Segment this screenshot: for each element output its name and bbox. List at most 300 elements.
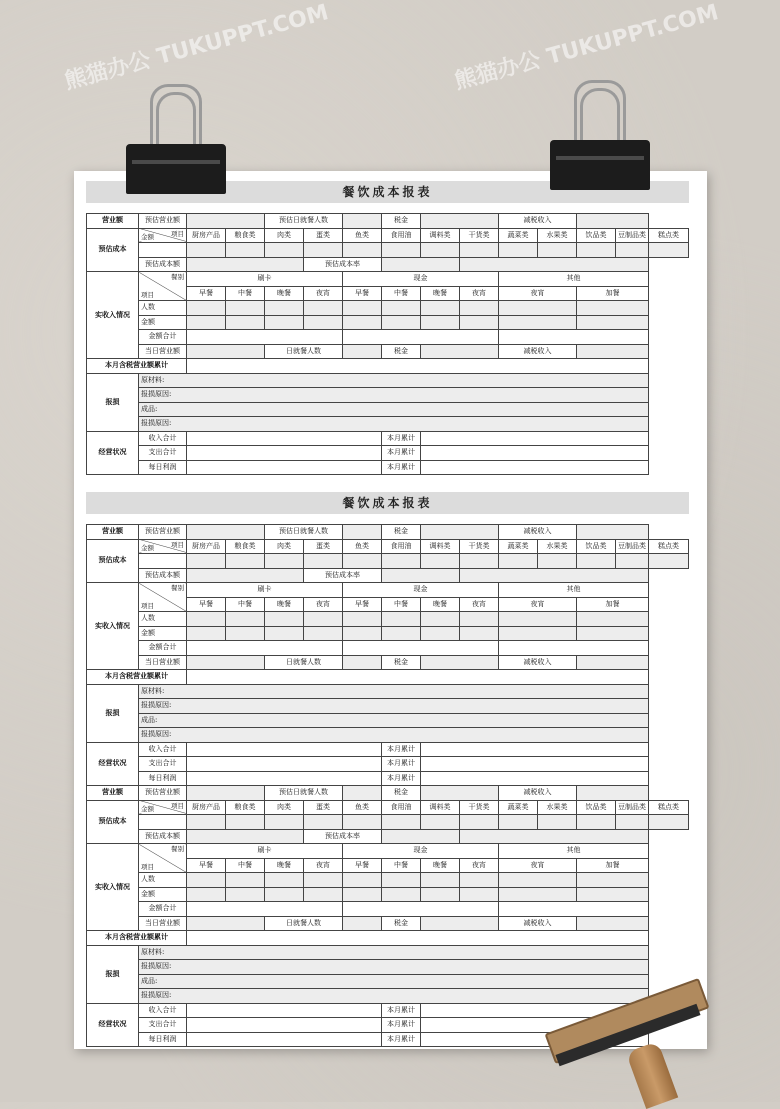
amount-input[interactable]	[499, 626, 577, 641]
month-total-label: 本月累计	[382, 757, 421, 772]
month-total-label: 本月累计	[382, 1003, 421, 1018]
people-input[interactable]	[304, 301, 343, 316]
amount-input[interactable]	[616, 815, 649, 830]
table-row	[87, 315, 689, 330]
amount-input[interactable]	[577, 815, 616, 830]
daily-revenue-label: 当日营业额	[139, 344, 187, 359]
forecast-cost-input[interactable]	[187, 257, 304, 272]
daily-revenue-input[interactable]	[187, 655, 265, 670]
table-row	[87, 902, 689, 917]
category-header: 水果类	[538, 228, 577, 243]
people-input[interactable]	[499, 873, 577, 888]
amount-input[interactable]	[187, 626, 226, 641]
people-input[interactable]	[577, 873, 649, 888]
amount-input[interactable]	[187, 315, 226, 330]
people-input[interactable]	[382, 301, 421, 316]
forecast-diners-input[interactable]	[343, 525, 382, 540]
meal-header: 早餐	[343, 286, 382, 301]
amount-input[interactable]	[421, 243, 460, 258]
amount-input[interactable]	[421, 815, 460, 830]
category-header: 蛋类	[304, 800, 343, 815]
month-total-input[interactable]	[421, 460, 649, 475]
operation-value-input[interactable]	[187, 742, 382, 757]
table-row	[87, 670, 689, 685]
category-header: 豆制品类	[616, 800, 649, 815]
category-header: 食用油	[382, 800, 421, 815]
amount-input[interactable]	[577, 315, 649, 330]
amount-input[interactable]	[343, 554, 382, 569]
amount-input[interactable]	[382, 315, 421, 330]
month-total-label: 本月累计	[382, 1032, 421, 1047]
table-row	[87, 713, 689, 728]
forecast-revenue-input[interactable]	[187, 786, 265, 801]
month-total-input[interactable]	[421, 771, 649, 786]
table-row	[87, 583, 689, 598]
category-header: 肉类	[265, 800, 304, 815]
operation-value-input[interactable]	[187, 771, 382, 786]
category-header: 蔬菜类	[499, 228, 538, 243]
net-income-label: 减税收入	[499, 655, 577, 670]
table-row	[87, 873, 689, 888]
operation-item-label: 每日利润	[139, 1032, 187, 1047]
people-input[interactable]	[226, 301, 265, 316]
meal-header: 加餐	[577, 597, 649, 612]
watermark: 熊猫办公 TUKUPPT.COM	[61, 0, 332, 95]
amount-input[interactable]	[616, 554, 649, 569]
meal-header: 夜宵	[304, 597, 343, 612]
forecast-revenue-label: 预估营业额	[139, 214, 187, 229]
net-income-input[interactable]	[577, 786, 649, 801]
month-total-label: 本月累计	[382, 431, 421, 446]
table-row	[87, 214, 689, 229]
month-total-label: 本月累计	[382, 771, 421, 786]
amount-input[interactable]	[499, 243, 538, 258]
amount-input[interactable]	[460, 626, 499, 641]
people-input[interactable]	[343, 612, 382, 627]
category-header: 豆制品类	[616, 228, 649, 243]
amount-input[interactable]	[538, 243, 577, 258]
forecast-cost-input[interactable]	[187, 568, 304, 583]
meal-header: 加餐	[577, 286, 649, 301]
operation-value-input[interactable]	[187, 431, 382, 446]
amount-total-label: 金额合计	[139, 902, 187, 917]
tax-input[interactable]	[421, 916, 499, 931]
actual-income-label: 实收入情况	[87, 583, 139, 670]
amount-input[interactable]	[538, 815, 577, 830]
people-input[interactable]	[382, 873, 421, 888]
amount-input[interactable]	[499, 815, 538, 830]
table-row	[87, 243, 689, 258]
report-table	[86, 524, 689, 1047]
item-label: 项目	[141, 602, 154, 610]
amount-input[interactable]	[304, 554, 343, 569]
report-title: 餐饮成本报表	[86, 492, 689, 514]
loss-item-field[interactable]: 报损原因:	[139, 699, 649, 714]
meal-header: 夜宵	[499, 858, 577, 873]
net-income-input[interactable]	[577, 344, 649, 359]
people-input[interactable]	[187, 873, 226, 888]
amount-input[interactable]	[343, 243, 382, 258]
amount-input[interactable]	[460, 554, 499, 569]
cash-header: 现金	[343, 272, 499, 287]
meal-header: 加餐	[577, 858, 649, 873]
amount-input[interactable]	[382, 815, 421, 830]
monthly-cumulative-input[interactable]	[187, 670, 649, 685]
amount-input[interactable]	[499, 554, 538, 569]
net-income-input[interactable]	[577, 655, 649, 670]
people-input[interactable]	[304, 612, 343, 627]
operation-value-input[interactable]	[187, 1018, 382, 1033]
amount-total-card[interactable]	[187, 902, 343, 917]
net-income-label: 减税收入	[499, 916, 577, 931]
forecast-diners-label: 预估日就餐人数	[265, 214, 343, 229]
operation-item-label: 每日利润	[139, 771, 187, 786]
amount-input[interactable]	[649, 815, 689, 830]
amount-input[interactable]	[499, 887, 577, 902]
loss-item-field[interactable]: 报损原因:	[139, 417, 649, 432]
loss-item-field[interactable]: 报损原因:	[139, 388, 649, 403]
revenue-label: 营业额	[87, 525, 139, 540]
amount-input[interactable]	[226, 626, 265, 641]
category-header: 干货类	[460, 800, 499, 815]
net-income-label: 减税收入	[499, 214, 577, 229]
operation-value-input[interactable]	[187, 1032, 382, 1047]
amount-total-cash[interactable]	[343, 902, 499, 917]
month-total-input[interactable]	[421, 446, 649, 461]
people-input[interactable]	[304, 873, 343, 888]
category-header: 豆制品类	[616, 539, 649, 554]
daily-diners-input[interactable]	[343, 344, 382, 359]
operation-value-input[interactable]	[187, 757, 382, 772]
tax-input[interactable]	[421, 214, 499, 229]
table-row	[87, 446, 689, 461]
amount-input[interactable]	[226, 315, 265, 330]
month-total-label: 本月累计	[382, 742, 421, 757]
category-header: 厨房产品	[187, 228, 226, 243]
people-input[interactable]	[226, 873, 265, 888]
net-income-input[interactable]	[577, 214, 649, 229]
category-header: 干货类	[460, 228, 499, 243]
forecast-revenue-input[interactable]	[187, 525, 265, 540]
amount-input[interactable]	[304, 626, 343, 641]
amount-input[interactable]	[226, 887, 265, 902]
people-input[interactable]	[343, 873, 382, 888]
amount-input[interactable]	[460, 887, 499, 902]
monthly-cumulative-input[interactable]	[187, 359, 649, 374]
table-row	[87, 641, 689, 656]
forecast-rate-input[interactable]	[382, 568, 460, 583]
table-row	[87, 757, 689, 772]
operation-item-label: 支出合计	[139, 757, 187, 772]
amount-input[interactable]	[265, 626, 304, 641]
category-header: 蛋类	[304, 228, 343, 243]
cash-header: 现金	[343, 844, 499, 859]
amount-input[interactable]	[538, 554, 577, 569]
category-header: 蔬菜类	[499, 800, 538, 815]
amount-total-card[interactable]	[187, 330, 343, 345]
amount-input[interactable]	[265, 815, 304, 830]
meal-header: 夜宵	[499, 286, 577, 301]
loss-item-field[interactable]: 原材料:	[139, 945, 649, 960]
people-input[interactable]	[265, 612, 304, 627]
amount-total-cash[interactable]	[343, 330, 499, 345]
daily-revenue-input[interactable]	[187, 344, 265, 359]
operation-value-input[interactable]	[187, 446, 382, 461]
amount-total-cash[interactable]	[343, 641, 499, 656]
amount-cell	[139, 243, 187, 258]
table-row	[87, 272, 689, 287]
table-row	[87, 388, 689, 403]
amount-input[interactable]	[577, 243, 616, 258]
amount-input[interactable]	[460, 243, 499, 258]
amount-input[interactable]	[421, 626, 460, 641]
meal-header: 晚餐	[421, 286, 460, 301]
operation-value-input[interactable]	[187, 1003, 382, 1018]
amount-input[interactable]	[304, 815, 343, 830]
people-input[interactable]	[187, 612, 226, 627]
meal-header: 中餐	[226, 597, 265, 612]
amount-input[interactable]	[343, 887, 382, 902]
net-income-input[interactable]	[577, 525, 649, 540]
amount-input[interactable]	[304, 243, 343, 258]
table-row	[87, 228, 689, 243]
table-row	[87, 525, 689, 540]
loss-item-field[interactable]: 报损原因:	[139, 960, 649, 975]
meal-header: 中餐	[382, 286, 421, 301]
people-input[interactable]	[265, 301, 304, 316]
forecast-cost-label: 预估成本	[87, 539, 139, 583]
amount-input[interactable]	[421, 554, 460, 569]
people-label: 人数	[139, 612, 187, 627]
tax-label: 税金	[382, 655, 421, 670]
loss-item-field[interactable]: 成品:	[139, 402, 649, 417]
meal-item-header	[139, 272, 187, 301]
amount-input[interactable]	[460, 315, 499, 330]
amount-input[interactable]	[265, 243, 304, 258]
net-income-label: 减税收入	[499, 344, 577, 359]
people-input[interactable]	[343, 301, 382, 316]
item-label: 项目	[141, 863, 154, 871]
tax-label: 税金	[382, 916, 421, 931]
operation-item-label: 收入合计	[139, 742, 187, 757]
operation-item-label: 收入合计	[139, 1003, 187, 1018]
amount-label: 金额	[139, 887, 187, 902]
people-input[interactable]	[460, 873, 499, 888]
amount-input[interactable]	[304, 315, 343, 330]
amount-total-label: 金额合计	[139, 330, 187, 345]
amount-input[interactable]	[304, 887, 343, 902]
amount-input[interactable]	[577, 626, 649, 641]
month-total-label: 本月累计	[382, 1018, 421, 1033]
meal-header: 夜宵	[460, 286, 499, 301]
meal-header: 中餐	[382, 858, 421, 873]
blank-cell	[460, 829, 649, 844]
daily-revenue-input[interactable]	[187, 916, 265, 931]
amount-total-card[interactable]	[187, 641, 343, 656]
meal-type-label: 餐别	[171, 584, 184, 592]
loss-item-field[interactable]: 原材料:	[139, 684, 649, 699]
table-row	[87, 786, 689, 801]
amount-input[interactable]	[343, 315, 382, 330]
table-row	[87, 742, 689, 757]
amount-input[interactable]	[577, 554, 616, 569]
amount-label: 金额	[141, 544, 154, 552]
other-header: 其他	[499, 272, 649, 287]
monthly-cumulative-input[interactable]	[187, 931, 649, 946]
amount-input[interactable]	[421, 887, 460, 902]
forecast-diners-input[interactable]	[343, 786, 382, 801]
people-input[interactable]	[187, 301, 226, 316]
month-total-label: 本月累计	[382, 446, 421, 461]
meal-header: 中餐	[226, 286, 265, 301]
amount-cell	[139, 815, 187, 830]
tax-label: 税金	[382, 214, 421, 229]
loss-item-field[interactable]: 成品:	[139, 974, 649, 989]
amount-input[interactable]	[187, 243, 226, 258]
daily-diners-input[interactable]	[343, 916, 382, 931]
amount-input[interactable]	[265, 887, 304, 902]
amount-input[interactable]	[499, 315, 577, 330]
loss-label: 报损	[87, 945, 139, 1003]
amount-input[interactable]	[577, 887, 649, 902]
people-input[interactable]	[226, 612, 265, 627]
category-header: 调料类	[421, 539, 460, 554]
loss-item-field[interactable]: 原材料:	[139, 373, 649, 388]
month-total-input[interactable]	[421, 757, 649, 772]
loss-item-field[interactable]: 报损原因:	[139, 728, 649, 743]
table-row	[87, 612, 689, 627]
amount-input[interactable]	[460, 815, 499, 830]
amount-input[interactable]	[187, 815, 226, 830]
people-input[interactable]	[460, 612, 499, 627]
tax-input[interactable]	[421, 525, 499, 540]
amount-input[interactable]	[343, 815, 382, 830]
category-header: 厨房产品	[187, 800, 226, 815]
forecast-cost-input[interactable]	[187, 829, 304, 844]
people-input[interactable]	[382, 612, 421, 627]
meal-header: 晚餐	[421, 597, 460, 612]
forecast-rate-input[interactable]	[382, 257, 460, 272]
people-input[interactable]	[421, 612, 460, 627]
category-header: 粮食类	[226, 228, 265, 243]
meal-header: 夜宵	[460, 858, 499, 873]
table-row	[87, 568, 689, 583]
people-input[interactable]	[499, 612, 577, 627]
operation-item-label: 每日利润	[139, 460, 187, 475]
amount-cell	[139, 554, 187, 569]
table-row	[87, 330, 689, 345]
meal-header: 晚餐	[421, 858, 460, 873]
amount-total-other[interactable]	[499, 330, 649, 345]
amount-input[interactable]	[226, 243, 265, 258]
category-header: 饮品类	[577, 228, 616, 243]
table-row	[87, 301, 689, 316]
category-header: 调料类	[421, 228, 460, 243]
loss-item-field[interactable]: 报损原因:	[139, 989, 649, 1004]
tax-input[interactable]	[421, 344, 499, 359]
daily-diners-input[interactable]	[343, 655, 382, 670]
amount-input[interactable]	[382, 243, 421, 258]
operation-label: 经营状况	[87, 742, 139, 786]
actual-income-label: 实收入情况	[87, 272, 139, 359]
table-row	[87, 460, 689, 475]
people-input[interactable]	[421, 301, 460, 316]
people-label: 人数	[139, 873, 187, 888]
amount-input[interactable]	[616, 243, 649, 258]
table-row	[87, 684, 689, 699]
table-row	[87, 945, 689, 960]
people-input[interactable]	[499, 301, 577, 316]
amount-input[interactable]	[265, 554, 304, 569]
people-input[interactable]	[265, 873, 304, 888]
people-input[interactable]	[577, 612, 649, 627]
amount-input[interactable]	[382, 626, 421, 641]
amount-input[interactable]	[226, 554, 265, 569]
binder-clip-icon	[126, 84, 226, 194]
table-row	[87, 554, 689, 569]
forecast-cost-amount-label: 预估成本额	[139, 568, 187, 583]
category-header: 粮食类	[226, 539, 265, 554]
amount-input[interactable]	[382, 887, 421, 902]
forecast-diners-label: 预估日就餐人数	[265, 786, 343, 801]
tax-input[interactable]	[421, 786, 499, 801]
amount-total-other[interactable]	[499, 641, 649, 656]
item-label: 项目	[171, 801, 184, 810]
amount-input[interactable]	[265, 315, 304, 330]
forecast-cost-amount-label: 预估成本额	[139, 829, 187, 844]
amount-input[interactable]	[649, 554, 689, 569]
amount-input[interactable]	[187, 554, 226, 569]
meal-header: 早餐	[187, 858, 226, 873]
forecast-diners-input[interactable]	[343, 214, 382, 229]
month-total-input[interactable]	[421, 431, 649, 446]
category-header: 饮品类	[577, 800, 616, 815]
month-total-input[interactable]	[421, 742, 649, 757]
amount-total-other[interactable]	[499, 902, 649, 917]
net-income-input[interactable]	[577, 916, 649, 931]
amount-input[interactable]	[343, 626, 382, 641]
amount-input[interactable]	[226, 815, 265, 830]
amount-input[interactable]	[187, 887, 226, 902]
table-row	[87, 699, 689, 714]
category-header: 调料类	[421, 800, 460, 815]
category-header: 蔬菜类	[499, 539, 538, 554]
loss-item-field[interactable]: 成品:	[139, 713, 649, 728]
report-table	[86, 213, 689, 475]
people-input[interactable]	[421, 873, 460, 888]
meal-header: 早餐	[343, 597, 382, 612]
operation-value-input[interactable]	[187, 460, 382, 475]
people-label: 人数	[139, 301, 187, 316]
net-income-label: 减税收入	[499, 786, 577, 801]
tax-label: 税金	[382, 786, 421, 801]
amount-label: 金额	[141, 233, 154, 241]
forecast-revenue-input[interactable]	[187, 214, 265, 229]
daily-revenue-label: 当日营业额	[139, 655, 187, 670]
meal-header: 晚餐	[265, 597, 304, 612]
amount-input[interactable]	[382, 554, 421, 569]
people-input[interactable]	[577, 301, 649, 316]
category-header: 鱼类	[343, 228, 382, 243]
forecast-rate-label: 预估成本率	[304, 829, 382, 844]
people-input[interactable]	[460, 301, 499, 316]
amount-input[interactable]	[421, 315, 460, 330]
meal-header: 早餐	[187, 286, 226, 301]
amount-input[interactable]	[649, 243, 689, 258]
tax-input[interactable]	[421, 655, 499, 670]
forecast-rate-input[interactable]	[382, 829, 460, 844]
blank-cell	[460, 568, 649, 583]
